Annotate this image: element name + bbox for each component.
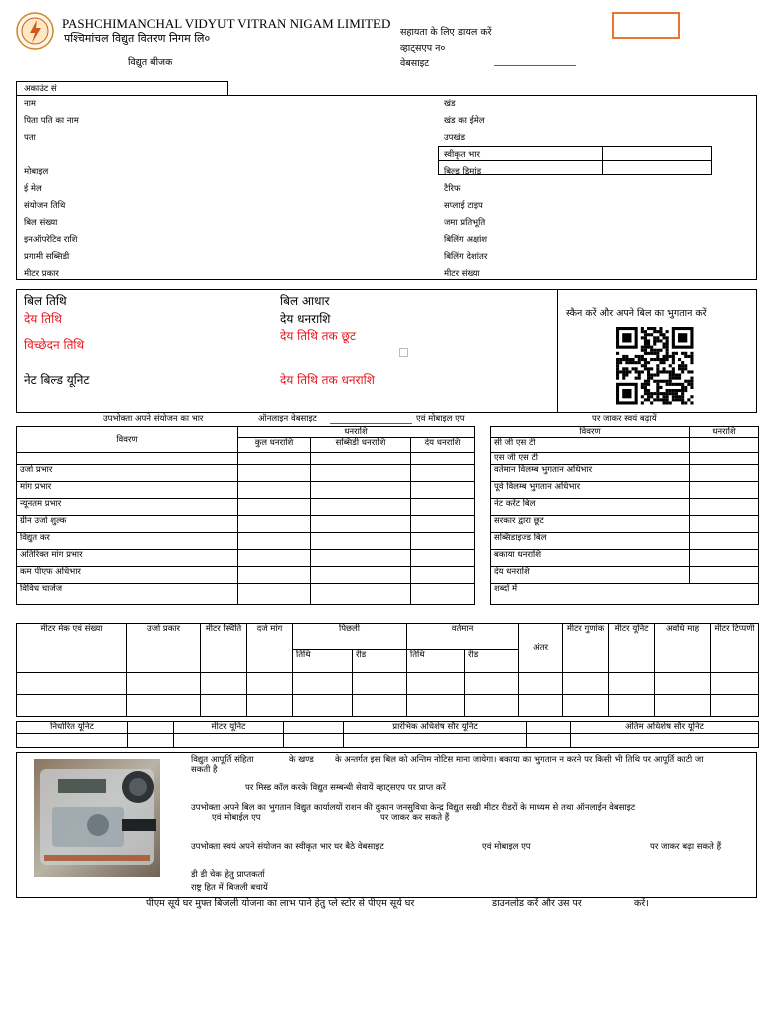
rebate-till-due-label: देय तिथि तक छूट	[280, 329, 357, 343]
opening-surplus-header: प्रारंभिक अधिशेष सौर यूनिट	[344, 722, 527, 734]
right-row-govt-rebate: सरकार द्वारा छूट	[491, 516, 690, 533]
load-demand-vline	[602, 146, 603, 175]
right-row-subsidised-bill: सब्सिडाइज्ड बिल	[491, 533, 690, 550]
division-label: खंड	[444, 99, 456, 109]
billing-latitude-label: बिलिंग अक्षांश	[444, 235, 488, 245]
mobile-label: मोबाइल	[24, 167, 49, 177]
charge-row-misc: विविध चार्जेज	[17, 584, 238, 605]
meter-remark-header: मीटर टिप्पणी	[711, 624, 759, 673]
right-amount-header: धनराशि	[690, 427, 759, 438]
billing-longitude-label: बिलिंग देशांतर	[444, 252, 488, 262]
note-load-increase-1: उपभोक्ता स्वयं अपने संयोजन का स्वीकृत भार घर बैठे वेबसाइट	[191, 842, 384, 852]
company-logo-icon	[16, 12, 54, 50]
note-missed-call: पर मिस्ड कॉल करके विद्युत सम्बन्धी सेवायें व्हाट्सएप पर प्राप्त करें	[245, 783, 446, 793]
bill-number-label: बिल संख्या	[24, 218, 58, 228]
tariff-label: टैरिफ	[444, 184, 461, 194]
charge-row-green-energy: ग्रीन उर्जा शुल्क	[17, 516, 238, 533]
email-label: ई मेल	[24, 184, 42, 194]
consumer-right-column	[444, 96, 487, 283]
load-line-part2: ऑनलाइन वेबसाइट	[258, 414, 317, 424]
footer-pm-surya-ghar-3: करें।	[634, 898, 649, 909]
right-cell	[690, 438, 759, 453]
load-line-part4: पर जाकर स्वयं बढ़ायें	[592, 414, 657, 424]
table-row	[17, 673, 759, 695]
right-row-cgst: सी जी एस टी	[491, 438, 690, 453]
note-supply-code-2: के खण्ड	[289, 755, 314, 765]
qr-code-icon[interactable]	[616, 327, 696, 405]
bill-number-box	[612, 12, 680, 39]
current-reading-subheader: रीड	[465, 650, 519, 673]
solar-meter-unit-header: मीटर यूनिट	[174, 722, 284, 734]
meter-type-label: मीटर प्रकार	[24, 269, 59, 279]
recorded-demand-header: दर्ज मांग	[247, 624, 293, 673]
note-load-increase-3: पर जाकर बढ़ा सकते हैं	[650, 842, 722, 852]
bill-basis-label: बिल आधार	[280, 294, 330, 308]
note-supply-code-4: सकती है	[191, 765, 218, 775]
footer-pm-surya-ghar-2: डाउनलोड करें और उस पर	[492, 898, 582, 909]
right-row-sgst: एस जी एस टी	[491, 453, 690, 465]
load-line-part3: एवं मोबाइल एप	[416, 414, 465, 424]
right-row-net-current-bill: नेट करेंट बिल	[491, 499, 690, 516]
meter-make-header: मीटर मेक एवं संख्या	[17, 624, 127, 673]
security-deposit-label: जमा प्रतिभूति	[444, 218, 486, 228]
amount-till-due-label: देय तिथि तक धनराशि	[280, 373, 375, 387]
account-number-label: अकाउंट सं	[24, 84, 57, 94]
consumer-info-box	[16, 95, 757, 280]
connection-date-label: संयोजन तिथि	[24, 201, 66, 211]
assessed-unit-header: निर्धारित यूनिट	[17, 722, 128, 734]
right-row-previous-lps: पूर्व विलम्ब भुगतान अधिभार	[491, 482, 690, 499]
note-payment-modes-2: एवं मोबाईल एप	[212, 813, 261, 823]
period-month-header: अवधि माह	[655, 624, 711, 673]
charge-row-energy: उर्जा प्रभार	[17, 465, 238, 482]
due-date-label: देय तिथि	[24, 312, 62, 326]
previous-reading-header: पिछली	[293, 624, 407, 650]
meter-photo-icon	[34, 759, 160, 877]
energy-type-header: उर्जा प्रकार	[127, 624, 201, 673]
supply-type-label: सप्लाई टाइप	[444, 201, 483, 211]
document-title: विद्युत बीजक	[128, 57, 173, 68]
right-desc-header: विवरण	[491, 427, 690, 438]
small-checkbox[interactable]	[399, 348, 408, 357]
subsidy-amount-header: सब्सिडी धनराशि	[311, 438, 411, 453]
note-payment-modes-3: पर जाकर कर सकते हैं	[380, 813, 450, 823]
address-label: पता	[24, 133, 36, 143]
current-date-header: तिथि	[407, 650, 465, 673]
charge-row-minimum: न्यूनतम प्रभार	[17, 499, 238, 516]
note-supply-code-1: विद्युत आपूर्ति संहिता	[191, 755, 254, 765]
summary-divider	[557, 289, 558, 413]
note-save-electricity: राष्ट्र हित में बिजली बचायें	[191, 883, 268, 893]
previous-date-header: तिथि	[293, 650, 353, 673]
subdivision-label: उपखंड	[444, 133, 465, 143]
meter-number-label: मीटर संख्या	[444, 269, 480, 279]
blank-line	[24, 147, 79, 164]
table-row	[17, 734, 759, 748]
meter-table	[16, 623, 759, 717]
charge-row-demand: मांग प्रभार	[17, 482, 238, 499]
load-line-link[interactable]	[330, 423, 412, 424]
note-supply-code-3: के अन्तर्गत इस बिल को अन्तिम नोटिस माना जायेगा। बकाया का भुगतान न करने पर किसी भी तिथि पर आपूर्ति काटी जा	[335, 755, 704, 765]
right-row-payable: देय धनराशि	[491, 567, 690, 584]
company-name-en: PASHCHIMANCHAL VIDYUT VITRAN NIGAM LIMITED	[62, 16, 391, 31]
sanctioned-load-label: स्वीकृत भार	[444, 150, 480, 160]
note-load-increase-2: एवं मोबाइल एप	[482, 842, 531, 852]
right-row-in-words: शब्दों में	[491, 584, 759, 605]
disconnection-date-label: विच्छेदन तिथि	[24, 338, 85, 352]
inoperative-amount-label: इनऑपरेटिव राशि	[24, 235, 78, 245]
company-name-hi: पश्चिमांचल विद्युत वितरण निगम लि०	[64, 32, 211, 45]
footer-pm-surya-ghar-1: पीएम सूर्य घर मुफ्त बिजली योजना का लाभ पाने हेतु प्ले स्टोर से पीएम सूर्य घर	[146, 898, 415, 909]
whatsapp-label: व्हाट्सएप न०	[400, 43, 446, 54]
website-link[interactable]	[494, 65, 576, 66]
bill-date-label: बिल तिथि	[24, 294, 67, 308]
website-label: वेबसाइट	[400, 58, 430, 69]
previous-reading-subheader: रीड	[353, 650, 407, 673]
difference-header: अंतर	[519, 624, 563, 673]
name-label: नाम	[24, 99, 37, 109]
charges-gap	[475, 427, 491, 605]
charges-table	[16, 426, 759, 605]
right-row-current-lps: वर्तमान विलम्ब भुगतान अधिभार	[491, 465, 690, 482]
multiplier-header: मीटर गुणांक	[563, 624, 609, 673]
charges-desc-header: विवरण	[17, 427, 238, 453]
net-billed-unit-label: नेट बिल्ड यूनिट	[24, 373, 90, 387]
meter-status-header: मीटर स्थिति	[201, 624, 247, 673]
consumer-left-column	[24, 96, 79, 283]
closing-surplus-header: अंतिम अधिशेष सौर यूनिट	[571, 722, 759, 734]
help-dial-label: सहायता के लिए डायल करें	[400, 27, 492, 38]
division-email-label: खंड का ईमेल	[444, 116, 485, 126]
load-demand-hline	[438, 160, 712, 161]
table-row	[17, 453, 238, 465]
load-line-part1: उपभोक्ता अपने संयोजन का भार	[103, 414, 204, 424]
total-amount-header: कुल धनराशि	[238, 438, 311, 453]
charges-amount-header: धनराशि	[238, 427, 475, 438]
table-row	[17, 695, 759, 717]
payable-amount-header: देय धनराशि	[411, 438, 475, 453]
right-row-arrears: बकाया धनराशि	[491, 550, 690, 567]
solar-units-table	[16, 721, 759, 748]
meter-unit-header: मीटर यूनिट	[609, 624, 655, 673]
note-dd-cheque: डी डी चेक हेतु प्राप्तकर्ता	[191, 870, 265, 880]
scan-to-pay-text: स्कैन करें और अपने बिल का भुगतान करें	[566, 308, 707, 319]
charge-row-excess-demand: अतिरिक्त मांग प्रभार	[17, 550, 238, 567]
billed-demand-label: बिल्ड डिमांड	[444, 167, 482, 177]
due-amount-label: देय धनराशि	[280, 312, 331, 326]
current-reading-header: वर्तमान	[407, 624, 519, 650]
charge-row-low-pf: कम पीएफ अधिभार	[17, 567, 238, 584]
progressive-subsidy-label: प्रगामी सब्सिडी	[24, 252, 70, 262]
charge-row-electricity-duty: विद्युत कर	[17, 533, 238, 550]
note-payment-modes-1: उपभोक्ता अपने बिल का भुगतान विद्युत कार्यालयों राशन की दुकान जनसुविधा केन्द्र विद्युत सखी मीटर रीडरों के माध्यम से तथा ऑनलाईन वेबसाइट	[191, 803, 636, 813]
father-husband-label: पिता पति का नाम	[24, 116, 79, 126]
